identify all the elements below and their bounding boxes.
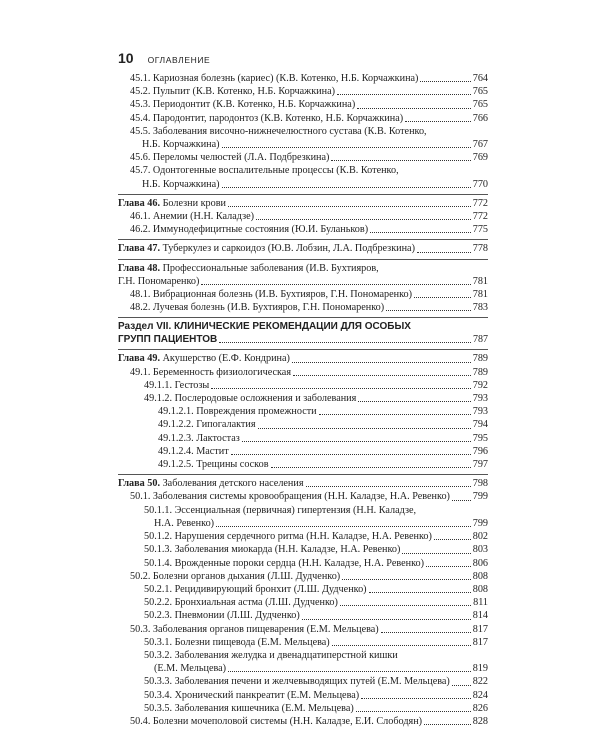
toc-entry-text [144, 557, 424, 570]
toc-entry-text [130, 98, 355, 111]
toc-entry-title: Периодонтит (К.В. Котенко, Н.Б. Корчажкина) [152, 99, 356, 111]
dot-leader [331, 160, 470, 161]
toc-entry-title: Вибрационная болезнь (И.В. Бухтияров, Г.Н. Пономаренко) [152, 289, 412, 301]
toc-entry [118, 125, 488, 138]
dot-leader [381, 632, 471, 633]
dot-leader [386, 310, 471, 311]
toc-page-number: 814 [472, 610, 488, 622]
toc-page-number: 811 [473, 597, 488, 609]
dot-leader [222, 147, 471, 148]
toc-page-number: 822 [472, 676, 488, 688]
dot-leader [292, 362, 471, 363]
dot-leader [434, 539, 471, 540]
chapter-title: Акушерство (Е.Ф. Кондрина) [162, 353, 290, 365]
toc-entry-title: Пародонтит, пародонтоз (К.В. Котенко, Н.Б. Корчажкина) [152, 112, 404, 124]
toc-entry-text [144, 530, 432, 543]
toc-entry-number: 46.1. [130, 211, 151, 223]
toc-page-number: 817 [472, 636, 488, 648]
dot-leader [242, 441, 471, 442]
toc-entry-text [118, 275, 199, 288]
toc-entry [118, 418, 488, 431]
dot-leader [370, 232, 471, 233]
chapter-title: Заболевания детского населения [162, 478, 304, 490]
toc-entry-title-continued: Н.Б. Корчажкина) [142, 178, 220, 190]
toc-entry-number: 49.1.2.1. [158, 406, 194, 418]
dot-leader [426, 566, 471, 567]
running-title: ОГЛАВЛЕНИЕ [147, 55, 211, 65]
toc-entry [118, 596, 488, 609]
toc-page-number: 793 [472, 406, 488, 418]
toc-entry-number: 50.3.5. [144, 702, 173, 714]
section-divider [118, 259, 488, 260]
toc-entry-text [130, 490, 450, 503]
chapter-label: Глава 48. [118, 262, 161, 274]
page-header [118, 50, 210, 66]
toc-entry-number: 50.2.3. [144, 610, 173, 622]
toc-entry-number: 49.1.2.4. [158, 445, 194, 457]
toc-entry-text [130, 366, 291, 379]
section-title-continued: ГРУПП ПАЦИЕНТОВ [118, 334, 218, 346]
toc-entry-number: 45.5. [130, 125, 151, 137]
toc-entry-title: Врожденные пороки сердца (Н.Н. Каладзе, Н.А. Ревенко) [174, 557, 424, 569]
toc-entry-title: Болезни пищевода (Е.М. Мельцева) [174, 636, 330, 648]
toc-page-number: 765 [472, 86, 488, 98]
toc-entry-number: 50.1.4. [144, 557, 173, 569]
chapter-title-continued: Г.Н. Пономаренко) [118, 275, 200, 287]
toc-page-number: 789 [472, 353, 488, 365]
toc-page-number: 808 [472, 583, 488, 595]
dot-leader [231, 454, 471, 455]
toc-entry-text [130, 715, 422, 728]
toc-page-number: 783 [472, 302, 488, 314]
toc-entry-number: 49.1. [130, 366, 151, 378]
toc-page-number: 769 [472, 152, 488, 164]
dot-leader [357, 108, 471, 109]
dot-leader [332, 645, 471, 646]
dot-leader [337, 94, 471, 95]
toc-entry-title: Болезни органов дыхания (Л.Ш. Дудченко) [152, 570, 341, 582]
toc-entry-text [130, 301, 384, 314]
toc-page-number: 772 [472, 197, 488, 209]
page-number: 10 [118, 50, 134, 66]
toc-page-number: 792 [472, 379, 488, 391]
chapter-label: Глава 50. [118, 478, 161, 490]
dot-leader [361, 698, 471, 699]
toc-entry-text [130, 623, 379, 636]
toc-entry [118, 504, 488, 517]
toc-entry-title: Гипогалактия [196, 419, 256, 431]
dot-leader [342, 579, 471, 580]
toc-entry-text [158, 432, 240, 445]
toc-entry [118, 432, 488, 445]
toc-entry [118, 445, 488, 458]
toc-entry-title: Послеродовые осложнения и заболевания [174, 393, 357, 405]
toc-entry [118, 151, 488, 164]
dot-leader [216, 526, 471, 527]
toc-entry-text [130, 210, 254, 223]
toc-entry [118, 636, 488, 649]
dot-leader [293, 375, 471, 376]
toc-entry [118, 366, 488, 379]
toc-entry-number: 50.2. [130, 570, 151, 582]
toc-entry-number: 49.1.2.3. [158, 432, 194, 444]
toc-chapter-continuation [118, 275, 488, 288]
toc-page-number: 796 [472, 445, 488, 457]
toc-entry [118, 379, 488, 392]
toc-entry-title: Заболевания печени и желчевыводящих путей (Е.М. Мельцева) [174, 676, 450, 688]
chapter-title: Туберкулез и саркоидоз (Ю.В. Лобзин, Л.А. Подбрезкина) [162, 243, 415, 255]
toc-page-number: 806 [472, 557, 488, 569]
toc-entry-text [130, 288, 412, 301]
toc-entry [118, 649, 488, 662]
toc-entry-number: 50.1.3. [144, 544, 173, 556]
toc-chapter [118, 477, 488, 490]
toc-entry-title: Заболевания органов пищеварения (Е.М. Мельцева) [152, 623, 379, 635]
toc-entry-title: Заболевания системы кровообращения (Н.Н. Каладзе, Н.А. Ревенко) [152, 491, 450, 503]
dot-leader [306, 486, 471, 487]
toc-entry-number: 49.1.2. [144, 393, 173, 405]
dot-leader [201, 284, 470, 285]
toc-entry-title: Заболевания височно-нижнечелюстного сустава (К.В. Котенко, [152, 125, 427, 137]
toc-entry-continuation [118, 662, 488, 675]
toc-entry-number: 50.1.2. [144, 531, 173, 543]
toc-entry-title: Мастит [196, 445, 229, 457]
toc-entry-text [130, 151, 329, 164]
toc-entry-title: Заболевания кишечника (Е.М. Мельцева) [174, 702, 354, 714]
toc-entry-title: Нарушения сердечного ритма (Н.Н. Каладзе, Н.А. Ревенко) [174, 531, 432, 543]
toc-entry-text [144, 675, 450, 688]
toc-entry-title: Переломы челюстей (Л.А. Подбрезкина) [152, 152, 330, 164]
toc-entry-text [154, 517, 214, 530]
dot-leader [219, 342, 471, 343]
toc-page-number: 772 [472, 211, 488, 223]
toc-entry-title: Болезни мочеполовой системы (Н.Н. Каладзе, Е.И. Слободян) [152, 715, 423, 727]
toc-entry-text [144, 596, 338, 609]
toc-page-number: 789 [472, 366, 488, 378]
toc-entry [118, 85, 488, 98]
toc-entry-number: 50.2.2. [144, 597, 173, 609]
toc-entry-title: Лактостаз [196, 432, 240, 444]
section-heading: Раздел VII. КЛИНИЧЕСКИЕ РЕКОМЕНДАЦИИ ДЛЯ ОСОБЫХ [118, 321, 411, 333]
toc-entry-title: Бронхиальная астма (Л.Ш. Дудченко) [174, 597, 338, 609]
toc-entry [118, 623, 488, 636]
toc-entry-number: 49.1.2.2. [158, 419, 194, 431]
toc-page-number: 778 [472, 243, 488, 255]
toc-page-number: 797 [472, 459, 488, 471]
chapter-title: Профессиональные заболевания (И.В. Бухтияров, [162, 262, 379, 274]
toc-entry-text [130, 570, 340, 583]
dot-leader [414, 297, 471, 298]
toc-entry-title: Повреждения промежности [196, 406, 317, 418]
toc-page-number: 802 [472, 531, 488, 543]
toc-entry [118, 583, 488, 596]
toc-entry [118, 392, 488, 405]
dot-leader [420, 81, 470, 82]
toc-page-number: 794 [472, 419, 488, 431]
toc-entry-number: 45.1. [130, 73, 151, 84]
toc-entry-text [158, 458, 269, 471]
toc-entry-title-continued: Н.Б. Корчажкина) [142, 139, 220, 151]
toc-page-number: 766 [472, 112, 488, 124]
toc-entry [118, 570, 488, 583]
dot-leader [256, 219, 471, 220]
toc-page-number: 787 [473, 334, 488, 346]
toc-entry [118, 98, 488, 111]
toc-entry [118, 405, 488, 418]
toc-entry-title: Одонтогенные воспалительные процессы (К.В. Котенко, [152, 165, 399, 177]
toc-entry-text [118, 352, 290, 365]
toc-entry-continuation [118, 138, 488, 151]
toc-entry-title-continued: (Е.М. Мельцева) [154, 663, 227, 675]
toc-entry [118, 458, 488, 471]
toc-entry-text [130, 85, 335, 98]
toc-page-number: 793 [472, 393, 488, 405]
toc-page-number: 826 [472, 702, 488, 714]
dot-leader [402, 553, 470, 554]
toc-entry-number: 50.4. [130, 715, 151, 727]
toc-entry-number: 49.1.2.5. [158, 459, 194, 471]
toc-entry-number: 45.7. [130, 165, 151, 177]
toc-entry-text [118, 242, 415, 255]
toc-entry [118, 301, 488, 314]
toc-chapter [118, 197, 488, 210]
toc-entry-number: 50.3.1. [144, 636, 173, 648]
section-divider [118, 317, 488, 318]
toc-entry-number: 50.2.1. [144, 583, 173, 595]
section-divider [118, 474, 488, 475]
toc-entry-number: 50.3.3. [144, 676, 173, 688]
toc-page-number: 799 [472, 491, 488, 503]
toc-entry-title: Лучевая болезнь (И.В. Бухтияров, Г.Н. Пономаренко) [152, 302, 385, 314]
toc-entry-number: 48.1. [130, 289, 151, 301]
toc-chapter [118, 352, 488, 365]
toc-entry [118, 609, 488, 622]
toc-entry-text [142, 178, 220, 191]
section-divider [118, 349, 488, 350]
toc-entry [118, 288, 488, 301]
dot-leader [319, 414, 471, 415]
section-heading-continued [118, 333, 488, 346]
dot-leader [358, 401, 470, 402]
toc-page-number: 767 [472, 139, 488, 151]
toc-entry-title: Эссенциальная (первичная) гипертензия (Н.Н. Каладзе, [174, 504, 417, 516]
toc-entry-number: 50.3. [130, 623, 151, 635]
chapter-title: Болезни крови [162, 197, 226, 209]
toc-page-number: 824 [472, 689, 488, 701]
toc-entry [118, 112, 488, 125]
toc-page-number: 808 [472, 570, 488, 582]
toc-entry [118, 164, 488, 177]
toc-entry [118, 675, 488, 688]
dot-leader [302, 619, 471, 620]
toc-entry-title: Заболевания желудка и двенадцатиперстной кишки [174, 649, 398, 661]
toc-entry-title: Кариозная болезнь (кариес) (К.В. Котенко, Н.Б. Корчажкина) [152, 73, 419, 84]
toc-entry-number: 48.2. [130, 302, 151, 314]
toc-entry-continuation [118, 517, 488, 530]
toc-page-number: 828 [472, 715, 488, 727]
toc-entry-title: Пульпит (К.В. Котенко, Н.Б. Корчажкина) [152, 86, 335, 98]
table-of-contents [118, 72, 488, 728]
dot-leader [228, 206, 471, 207]
toc-entry-text [158, 418, 256, 431]
toc-page-number: 781 [472, 275, 488, 287]
toc-page-number: 775 [472, 224, 488, 236]
toc-entry-number: 45.2. [130, 86, 151, 98]
toc-entry-number: 45.3. [130, 99, 151, 111]
toc-entry-text [118, 197, 226, 210]
dot-leader [424, 724, 471, 725]
toc-entry-number: 49.1.1. [144, 379, 173, 391]
dot-leader [222, 187, 471, 188]
toc-entry-title: Заболевания миокарда (Н.Н. Каладзе, Н.А. Ревенко) [174, 544, 401, 556]
toc-page-number: 817 [472, 623, 488, 635]
toc-chapter [118, 262, 488, 275]
toc-entry [118, 210, 488, 223]
toc-entry [118, 557, 488, 570]
toc-page-number: 795 [472, 432, 488, 444]
section-divider [118, 194, 488, 195]
toc-page-number: 764 [472, 73, 488, 84]
toc-entry-number: 45.4. [130, 112, 151, 124]
toc-entry [118, 715, 488, 728]
toc-page-number: 781 [472, 289, 488, 301]
toc-entry-text [144, 392, 356, 405]
toc-entry-title: Гестозы [174, 379, 210, 391]
toc-entry-title: Рецидивирующий бронхит (Л.Ш. Дудченко) [174, 583, 367, 595]
toc-entry-text [144, 609, 300, 622]
toc-entry-number: 50.1.1. [144, 504, 173, 516]
dot-leader [340, 605, 471, 606]
toc-entry-text [158, 445, 229, 458]
toc-entry-text [118, 333, 217, 346]
toc-entry-number: 50.3.2. [144, 649, 173, 661]
toc-entry-text [144, 702, 354, 715]
toc-entry-text [154, 662, 226, 675]
chapter-label: Глава 47. [118, 243, 161, 255]
toc-page-number: 765 [472, 99, 488, 111]
toc-entry-title: Беременность физиологическая [152, 366, 292, 378]
toc-entry-number: 45.6. [130, 152, 151, 164]
toc-entry-text [130, 223, 368, 236]
toc-entry-title: Иммунодефицитные состояния (Ю.И. Буланьков) [152, 224, 369, 236]
toc-page-number: 799 [472, 517, 488, 529]
dot-leader [417, 252, 471, 253]
chapter-label: Глава 46. [118, 197, 161, 209]
toc-entry-continuation [118, 178, 488, 191]
toc-entry [118, 72, 488, 85]
toc-entry-title: Трещины сосков [196, 459, 269, 471]
toc-entry [118, 543, 488, 556]
toc-entry [118, 223, 488, 236]
toc-entry-text [158, 405, 317, 418]
toc-entry [118, 702, 488, 715]
dot-leader [452, 685, 471, 686]
toc-entry-text [130, 72, 418, 85]
dot-leader [356, 711, 471, 712]
dot-leader [228, 671, 471, 672]
toc-entry-text [118, 477, 304, 490]
toc-entry-text [144, 689, 359, 702]
dot-leader [405, 121, 471, 122]
toc-chapter [118, 242, 488, 255]
toc-entry [118, 530, 488, 543]
dot-leader [258, 428, 471, 429]
toc-entry-title: Пневмонии (Л.Ш. Дудченко) [174, 610, 300, 622]
toc-page-number: 798 [472, 478, 488, 490]
toc-entry-text [144, 543, 400, 556]
section-divider [118, 239, 488, 240]
toc-page-number: 803 [472, 544, 488, 556]
toc-entry-text [144, 583, 367, 596]
toc-entry-text [130, 112, 403, 125]
dot-leader [211, 388, 470, 389]
toc-page-number: 819 [472, 663, 488, 675]
dot-leader [452, 500, 471, 501]
toc-entry-text [142, 138, 220, 151]
dot-leader [271, 467, 471, 468]
toc-entry-number: 50.3.4. [144, 689, 173, 701]
toc-page-number: 770 [472, 178, 488, 190]
toc-entry-number: 46.2. [130, 224, 151, 236]
dot-leader [369, 592, 471, 593]
toc-entry [118, 689, 488, 702]
toc-entry-text [144, 636, 330, 649]
toc-entry-title-continued: Н.А. Ревенко) [154, 517, 215, 529]
toc-entry [118, 490, 488, 503]
toc-entry-title: Хронический панкреатит (Е.М. Мельцева) [174, 689, 360, 701]
toc-entry-number: 50.1. [130, 491, 151, 503]
chapter-label: Глава 49. [118, 353, 161, 365]
toc-entry-title: Анемии (Н.Н. Каладзе) [152, 211, 255, 223]
toc-entry-text [144, 379, 209, 392]
